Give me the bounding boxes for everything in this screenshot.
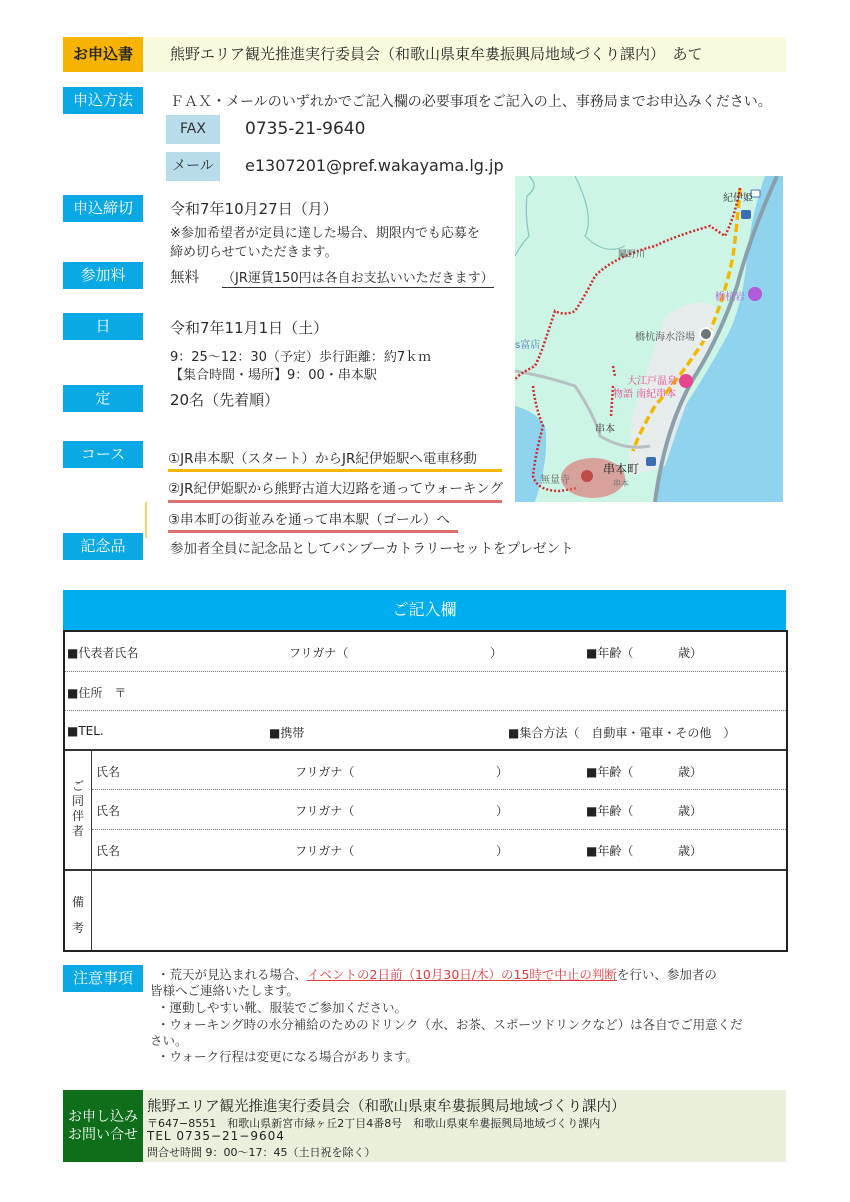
map-label-hashigui: 橋杭岩 [715, 292, 745, 303]
contact-tel[interactable]: TEL 0735−21−9604 [147, 1129, 285, 1143]
companion-age-unit: 歳） [678, 804, 703, 818]
companion-row[interactable] [92, 751, 786, 790]
notes-label: 注意事項 [63, 965, 143, 992]
course-divider [145, 502, 147, 538]
addressee-banner [63, 37, 786, 72]
note-line-4: ・ウォーキング時の水分補給のためのドリンク（水、お茶、スポーツドリンクなど）は各自でご用意くだ [157, 1017, 743, 1032]
address-row[interactable] [65, 672, 786, 711]
rep-name-row[interactable] [65, 632, 786, 672]
companion-age-unit: 歳） [678, 844, 703, 858]
rep-age-label: ■年齢（ [586, 646, 634, 660]
temple-marker [581, 470, 593, 482]
souvenir-label: 記念品 [63, 533, 143, 560]
deadline-note-2: 締め切らせていただきます。 [170, 245, 338, 260]
remarks-field[interactable] [92, 871, 786, 950]
map-label-kushimoto-station: 串本 [595, 424, 615, 435]
deadline-label: 申込締切 [63, 195, 143, 222]
cancel-judgment-note: イベントの2日前（10月30日/木）の15時で中止の判断 [307, 967, 617, 982]
river-line [575, 176, 625, 249]
mail-address[interactable]: e1307201@pref.wakayama.lg.jp [245, 156, 504, 175]
capacity-value: 20名（先着順） [170, 391, 280, 409]
companion-furigana-label: フリガナ（ [295, 765, 355, 779]
note-line-6: ・ウォーク行程は変更になる場合があります。 [157, 1049, 419, 1064]
deadline-date: 令和7年10月27日（月） [170, 200, 338, 218]
course-step-2-underline [168, 500, 502, 503]
application-form-label: お申込書 [63, 37, 143, 72]
remarks-label-cell [65, 871, 92, 950]
companion-name-label: 氏名 [96, 844, 121, 858]
route-map[interactable] [515, 176, 783, 502]
course-step-1-underline [168, 469, 502, 472]
rep-name-label: ■代表者氏名 [67, 646, 139, 660]
contact-org: 熊野エリア観光推進実行委員会（和歌山県東牟婁振興局地域づくり課内） [147, 1099, 626, 1115]
contact-hours: 問合せ時間 9：00～17：45（土日祝を除く） [147, 1146, 376, 1159]
onsen-marker [679, 374, 693, 388]
companion-row[interactable] [92, 790, 786, 830]
meeting-method-label: ■集合方法（ 自動車・電車・その他 ） [508, 726, 736, 740]
fee-value: 無料 [170, 270, 199, 286]
companion-label: ご 同 伴 者 [71, 779, 84, 838]
companion-age-unit: 歳） [678, 765, 703, 779]
event-time: 9：25～12：30（予定）歩行距離：約7ｋｍ [170, 350, 432, 365]
contact-label: お申し込み お問い合せ [63, 1090, 143, 1162]
datetime-label: 日 時 [63, 313, 143, 340]
course-step-1: ①JR串本駅（スタート）からJR紀伊姫駅へ電車移動 [168, 451, 477, 467]
companion-furigana-close: ） [496, 765, 509, 779]
companion-name-label: 氏名 [96, 804, 121, 818]
hashigui-marker [748, 287, 762, 301]
map-label-temple: 無量寺 [540, 475, 570, 486]
companion-name-label: 氏名 [96, 765, 121, 779]
map-label-onsen-2: 物語 南紀串本 [613, 389, 677, 400]
tel-label: ■TEL. [67, 724, 104, 738]
capacity-label: 定 員 [63, 385, 143, 412]
course-step-3-underline [168, 530, 458, 533]
map-label-kii-hime: 紀伊姫 [723, 193, 753, 204]
route-42-shield-2 [646, 457, 656, 466]
rep-furigana-close: ） [490, 646, 503, 660]
rep-furigana-label: フリガナ（ [289, 646, 349, 660]
companion-furigana-label: フリガナ（ [295, 804, 355, 818]
rep-age-unit: 歳） [678, 646, 703, 660]
tel-row[interactable] [65, 711, 786, 751]
souvenir-text: 参加者全員に記念品としてバンブーカトラリーセットをプレゼント [170, 541, 574, 557]
map-label-town-small: 串本 [613, 479, 629, 488]
contact-address: 〒647−8551 和歌山県新宮市緑ヶ丘2丁目4番8号 和歌山県東牟婁振興局地域づくり課内 [147, 1117, 601, 1130]
method-label: 申込方法 [63, 87, 143, 114]
companion-label-cell [65, 751, 92, 869]
map-label-beach: 橋杭海水浴場 [635, 332, 695, 343]
note-line-1: ・荒天が見込まれる場合、イベントの2日前（10月30日/木）の15時で中止の判断を行い、参加者の [157, 967, 717, 982]
route-42-shield [741, 210, 751, 219]
deadline-note-1: ※参加希望者が定員に達した場合、期限内でも応募を [170, 226, 480, 241]
event-date: 令和7年11月1日（土） [170, 319, 329, 337]
course-step-2: ②JR紀伊姫駅から熊野古道大辺路を通ってウォーキング [168, 481, 504, 497]
mail-chip: メール [166, 152, 220, 181]
method-text: ＦＡＸ・メールのいずれかでご記入欄の必要事項をご記入の上、事務局までお申込みください。 [170, 94, 772, 110]
fax-chip: FAX [166, 115, 220, 144]
companion-furigana-close: ） [496, 804, 509, 818]
note-line-5: さい。 [150, 1033, 188, 1048]
companion-row[interactable] [92, 830, 786, 869]
companion-age-label: ■年齢（ [586, 804, 634, 818]
note-line-3: ・運動しやすい靴、服装でご参加ください。 [157, 1000, 408, 1015]
map-label-town: 串本町 [603, 462, 640, 476]
fee-note: （JR運賃150円は各自お支払いいただきます） [222, 267, 494, 288]
bay-area [515, 406, 546, 502]
fax-number[interactable]: 0735-21-9640 [245, 119, 366, 139]
map-label-onsen-1: 大江戸温泉 [627, 376, 677, 387]
form-title: ご記入欄 [63, 590, 786, 630]
companion-age-label: ■年齢（ [586, 844, 634, 858]
companion-furigana-label: フリガナ（ [295, 844, 355, 858]
course-label: コース [63, 441, 143, 468]
entry-form [63, 630, 788, 952]
note-line-2: 皆様へご連絡いたします。 [150, 983, 300, 998]
map-label-store: s富店 [515, 340, 541, 351]
beach-marker [700, 328, 712, 340]
mobile-label: ■携帯 [269, 726, 305, 740]
companion-furigana-close: ） [496, 844, 509, 858]
river-line [515, 176, 534, 256]
contact-footer [63, 1090, 786, 1162]
map-label-river: 鬮野川 [618, 250, 646, 260]
fee-label: 参加料 [63, 262, 143, 289]
companion-age-label: ■年齢（ [586, 765, 634, 779]
meeting-info: 【集合時間・場所】9：00・串本駅 [170, 368, 377, 383]
address-label: ■住所 〒 [67, 686, 127, 700]
course-step-3: ③串本町の街並みを通って串本駅（ゴール）へ [168, 512, 450, 528]
addressee-text: 熊野エリア観光推進実行委員会（和歌山県東牟婁振興局地域づくり課内） あて [170, 45, 703, 63]
remarks-label: 備 考 [71, 895, 84, 935]
